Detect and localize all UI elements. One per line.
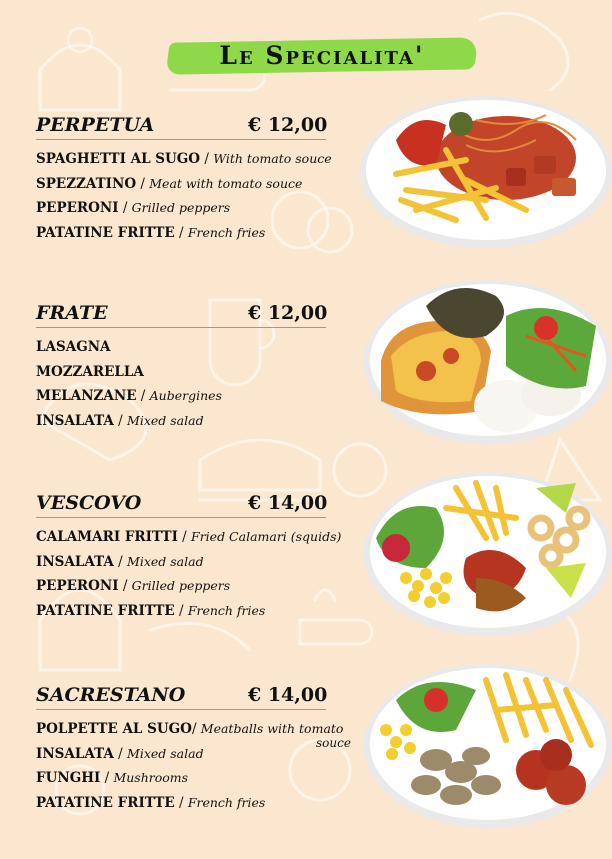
item-italian: PEPERONI bbox=[36, 200, 119, 216]
plate-photo-vescovo bbox=[356, 468, 612, 640]
dish-header bbox=[36, 492, 366, 518]
header-rule bbox=[36, 709, 326, 710]
list-item: PATATINE FRITTE / French fries bbox=[36, 224, 266, 241]
list-item: PEPERONI / Grilled peppers bbox=[36, 200, 231, 216]
item-english: Mushrooms bbox=[113, 770, 189, 785]
list-item: POLPETTE AL SUGO/ Meatballs with tomato souce bbox=[36, 718, 366, 743]
item-english: Fried Calamari (squids) bbox=[191, 529, 342, 544]
list-item: PATATINE FRITTE / French fries bbox=[36, 602, 266, 619]
menu-title-banner bbox=[168, 36, 476, 76]
item-italian: SPAGHETTI AL SUGO bbox=[36, 151, 201, 167]
dish-section-perpetua bbox=[36, 114, 366, 241]
dish-items bbox=[36, 718, 366, 816]
dish-section-frate bbox=[36, 302, 366, 429]
item-italian: SPEZZATINO bbox=[36, 175, 137, 192]
item-english: Grilled peppers bbox=[131, 200, 231, 215]
item-italian: MOZZARELLA bbox=[36, 363, 144, 380]
item-english: Meat with tomato souce bbox=[149, 175, 303, 191]
item-italian: PATATINE FRITTE bbox=[36, 224, 175, 241]
item-english: Mixed salad bbox=[127, 553, 204, 569]
list-item: INSALATA / Mixed salad bbox=[36, 412, 204, 429]
item-english: Meatballs with tomato bbox=[200, 721, 344, 736]
list-item: CALAMARI FRITTI / Fried Calamari (squids) bbox=[36, 529, 342, 545]
item-italian: CALAMARI FRITTI bbox=[36, 529, 178, 545]
list-item: SPEZZATINO / Meat with tomato souce bbox=[36, 175, 303, 192]
dish-section-vescovo bbox=[36, 492, 366, 619]
item-italian: PATATINE FRITTE bbox=[36, 602, 175, 619]
list-item: FUNGHI / Mushrooms bbox=[36, 770, 189, 786]
header-rule bbox=[36, 139, 326, 140]
page-title: Le Specialita' bbox=[219, 41, 425, 70]
dish-name: FRATE bbox=[36, 302, 108, 324]
item-italian: MELANZANE bbox=[36, 388, 137, 404]
dish-header bbox=[36, 114, 366, 140]
item-english: French fries bbox=[187, 224, 266, 240]
dish-name: SACRESTANO bbox=[36, 684, 186, 706]
item-italian: POLPETTE AL SUGO bbox=[36, 721, 192, 737]
list-item: PEPERONI / Grilled peppers bbox=[36, 578, 231, 594]
dish-price: € 14,00 bbox=[248, 684, 328, 706]
dish-items bbox=[36, 526, 366, 624]
item-english: With tomato souce bbox=[213, 151, 332, 166]
dish-price: € 12,00 bbox=[248, 114, 328, 136]
dish-items bbox=[36, 336, 366, 434]
list-item bbox=[36, 361, 366, 386]
item-italian: PATATINE FRITTE bbox=[36, 794, 175, 811]
dish-name: PERPETUA bbox=[36, 114, 155, 136]
item-italian: INSALATA bbox=[36, 553, 114, 570]
plate-photo-frate bbox=[356, 276, 612, 448]
header-rule bbox=[36, 327, 326, 328]
item-italian: INSALATA bbox=[36, 745, 114, 762]
dish-header bbox=[36, 302, 366, 328]
header-rule bbox=[36, 517, 326, 518]
item-italian: FUNGHI bbox=[36, 770, 101, 786]
dish-header bbox=[36, 684, 366, 710]
plate-photo-perpetua bbox=[356, 90, 612, 252]
item-english-continued: souce bbox=[316, 736, 351, 750]
list-item: INSALATA / Mixed salad bbox=[36, 745, 204, 762]
dish-price: € 14,00 bbox=[248, 492, 328, 514]
item-english: Mixed salad bbox=[127, 745, 204, 761]
item-italian: INSALATA bbox=[36, 412, 114, 429]
item-italian: PEPERONI bbox=[36, 578, 119, 594]
list-item: INSALATA / Mixed salad bbox=[36, 553, 204, 570]
dish-section-sacrestano bbox=[36, 684, 366, 811]
item-english: Grilled peppers bbox=[131, 578, 231, 593]
dish-items bbox=[36, 148, 366, 246]
dish-price: € 12,00 bbox=[248, 302, 328, 324]
item-english: Aubergines bbox=[149, 388, 222, 403]
plate-photo-sacrestano bbox=[356, 660, 612, 832]
item-english: French fries bbox=[187, 602, 266, 618]
item-english: Mixed salad bbox=[127, 412, 204, 428]
list-item: SPAGHETTI AL SUGO / With tomato souce bbox=[36, 151, 332, 167]
list-item: PATATINE FRITTE / French fries bbox=[36, 794, 266, 811]
item-english: French fries bbox=[187, 794, 266, 810]
item-italian: LASAGNA bbox=[36, 339, 111, 355]
list-item: MELANZANE / Aubergines bbox=[36, 388, 222, 404]
list-item bbox=[36, 336, 366, 361]
dish-name: VESCOVO bbox=[36, 492, 142, 514]
